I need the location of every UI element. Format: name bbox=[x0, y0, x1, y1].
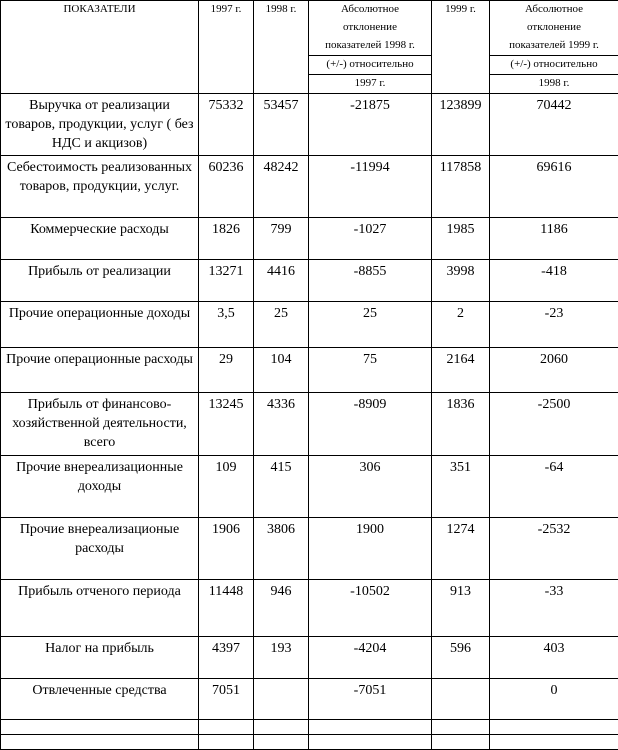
header-deviation-1999-line-1: Абсолютное bbox=[490, 1, 618, 20]
table-row bbox=[1, 94, 618, 156]
value-1998: 48242 bbox=[254, 156, 309, 218]
value-1997: 7051 bbox=[199, 679, 254, 720]
value-1999: 1985 bbox=[432, 218, 490, 260]
value-1999: 2 bbox=[432, 302, 490, 348]
value-1998: 4336 bbox=[254, 393, 309, 456]
value-1997: 13245 bbox=[199, 393, 254, 456]
row-label: Выручка от реализации товаров, продукции, услуг ( без НДС и акцизов) bbox=[1, 94, 199, 156]
row-label: Прибыль отченого периода bbox=[1, 580, 199, 637]
value-1998: 193 bbox=[254, 637, 309, 679]
table-row bbox=[1, 260, 618, 302]
value-1998 bbox=[254, 679, 309, 720]
header-row bbox=[1, 19, 618, 37]
row-label: Прибыль от реализации bbox=[1, 260, 199, 302]
value-1998: 946 bbox=[254, 580, 309, 637]
value-1997: 60236 bbox=[199, 156, 254, 218]
value-1997: 3,5 bbox=[199, 302, 254, 348]
table-row bbox=[1, 302, 618, 348]
deviation-1999: -2532 bbox=[490, 518, 618, 580]
row-label: Прибыль от финансово-хозяйственной деятельности, всего bbox=[1, 393, 199, 456]
header-deviation-1999-line-3: показателей 1999 г. bbox=[490, 37, 618, 56]
value-1997: 11448 bbox=[199, 580, 254, 637]
deviation-1998: 306 bbox=[309, 456, 432, 518]
header-deviation-1999-line-2: отклонение bbox=[490, 19, 618, 37]
table-row bbox=[1, 393, 618, 456]
deviation-1999: -33 bbox=[490, 580, 618, 637]
deviation-1999: -23 bbox=[490, 302, 618, 348]
deviation-1999: 1186 bbox=[490, 218, 618, 260]
deviation-1998: 75 bbox=[309, 348, 432, 393]
value-1998: 53457 bbox=[254, 94, 309, 156]
row-label: Прочие внереализационые расходы bbox=[1, 518, 199, 580]
value-1999: 596 bbox=[432, 637, 490, 679]
deviation-1999: 70442 bbox=[490, 94, 618, 156]
header-deviation-1998-line-5: 1997 г. bbox=[309, 75, 432, 94]
value-1999: 123899 bbox=[432, 94, 490, 156]
row-label: Прочие операционные доходы bbox=[1, 302, 199, 348]
value-1999: 117858 bbox=[432, 156, 490, 218]
value-1999: 3998 bbox=[432, 260, 490, 302]
header-deviation-1999-line-5: 1998 г. bbox=[490, 75, 618, 94]
deviation-1998: -7051 bbox=[309, 679, 432, 720]
deviation-1999: -64 bbox=[490, 456, 618, 518]
deviation-1998: -1027 bbox=[309, 218, 432, 260]
table-row bbox=[1, 156, 618, 218]
row-label: Отвлеченные средства bbox=[1, 679, 199, 720]
header-1998: 1998 г. bbox=[254, 1, 309, 20]
value-1998: 415 bbox=[254, 456, 309, 518]
header-1999: 1999 г. bbox=[432, 1, 490, 20]
value-1997: 29 bbox=[199, 348, 254, 393]
deviation-1999: 2060 bbox=[490, 348, 618, 393]
header-indicators: ПОКАЗАТЕЛИ bbox=[1, 1, 199, 20]
table-row bbox=[1, 218, 618, 260]
value-1998: 104 bbox=[254, 348, 309, 393]
value-1998: 25 bbox=[254, 302, 309, 348]
value-1999: 1836 bbox=[432, 393, 490, 456]
deviation-1999: 0 bbox=[490, 679, 618, 720]
header-row bbox=[1, 56, 618, 75]
value-1997: 1906 bbox=[199, 518, 254, 580]
value-1999: 1274 bbox=[432, 518, 490, 580]
deviation-1998: -21875 bbox=[309, 94, 432, 156]
value-1998: 3806 bbox=[254, 518, 309, 580]
empty-row bbox=[1, 735, 618, 750]
value-1998: 4416 bbox=[254, 260, 309, 302]
deviation-1998: 1900 bbox=[309, 518, 432, 580]
header-row bbox=[1, 37, 618, 56]
value-1997: 1826 bbox=[199, 218, 254, 260]
table-row bbox=[1, 518, 618, 580]
deviation-1998: -4204 bbox=[309, 637, 432, 679]
header-deviation-1999-line-4: (+/-) относительно bbox=[490, 56, 618, 75]
value-1998: 799 bbox=[254, 218, 309, 260]
value-1999: 913 bbox=[432, 580, 490, 637]
deviation-1999: 69616 bbox=[490, 156, 618, 218]
header-row bbox=[1, 1, 618, 20]
row-label: Коммерческие расходы bbox=[1, 218, 199, 260]
row-label: Прочие операционные расходы bbox=[1, 348, 199, 393]
deviation-1998: 25 bbox=[309, 302, 432, 348]
row-label: Налог на прибыль bbox=[1, 637, 199, 679]
value-1997: 4397 bbox=[199, 637, 254, 679]
empty-row bbox=[1, 720, 618, 735]
deviation-1998: -8909 bbox=[309, 393, 432, 456]
table-row bbox=[1, 348, 618, 393]
deviation-1998: -8855 bbox=[309, 260, 432, 302]
header-deviation-1998-line-4: (+/-) относительно bbox=[309, 56, 432, 75]
deviation-1999: -2500 bbox=[490, 393, 618, 456]
row-label: Себестоимость реализованных товаров, продукции, услуг. bbox=[1, 156, 199, 218]
value-1997: 13271 bbox=[199, 260, 254, 302]
table-row bbox=[1, 679, 618, 720]
value-1999: 351 bbox=[432, 456, 490, 518]
header-row bbox=[1, 75, 618, 94]
row-label: Прочие внереализационные доходы bbox=[1, 456, 199, 518]
table-row bbox=[1, 637, 618, 679]
value-1999: 2164 bbox=[432, 348, 490, 393]
deviation-1999: 403 bbox=[490, 637, 618, 679]
header-deviation-1998-line-3: показателей 1998 г. bbox=[309, 37, 432, 56]
value-1997: 109 bbox=[199, 456, 254, 518]
deviation-1999: -418 bbox=[490, 260, 618, 302]
value-1997: 75332 bbox=[199, 94, 254, 156]
value-1999 bbox=[432, 679, 490, 720]
header-1997: 1997 г. bbox=[199, 1, 254, 20]
deviation-1998: -11994 bbox=[309, 156, 432, 218]
header-deviation-1998-line-2: отклонение bbox=[309, 19, 432, 37]
table-row bbox=[1, 580, 618, 637]
header-deviation-1998-line-1: Абсолютное bbox=[309, 1, 432, 20]
deviation-1998: -10502 bbox=[309, 580, 432, 637]
table-row bbox=[1, 456, 618, 518]
